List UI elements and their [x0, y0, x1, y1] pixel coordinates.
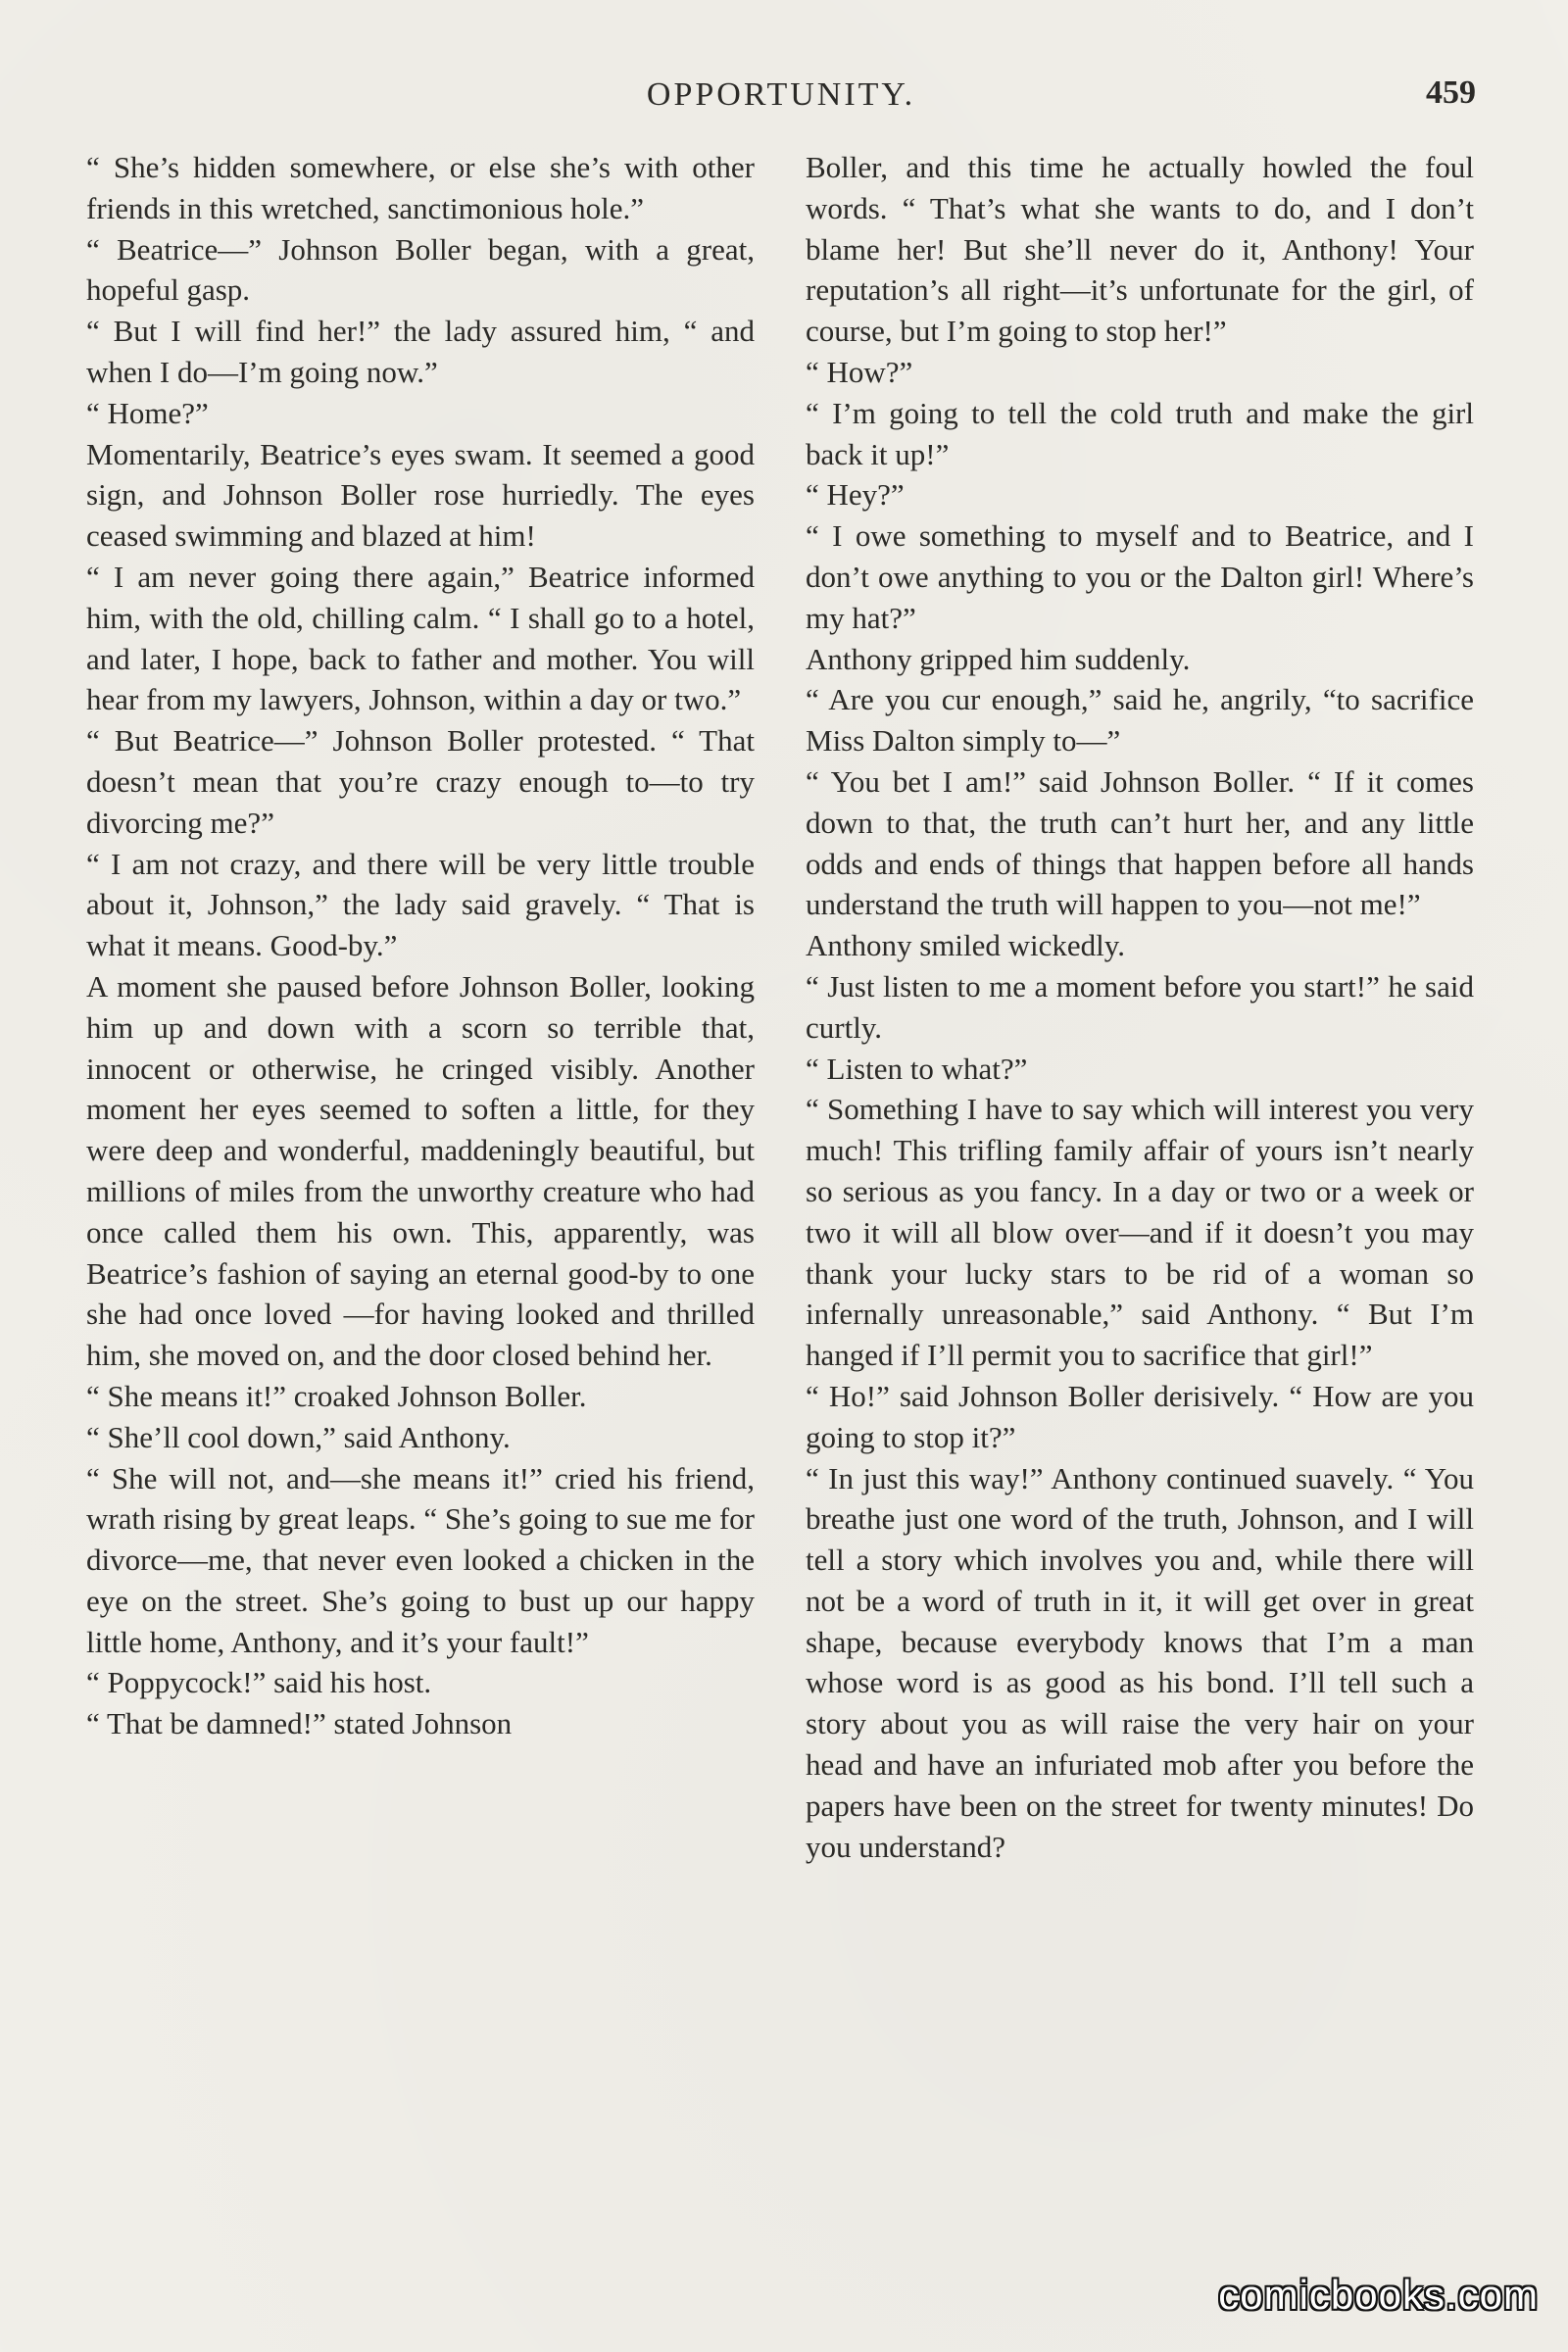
- paragraph: Anthony gripped him suddenly.: [806, 641, 1191, 676]
- site-watermark: comicbooks.com: [1218, 2272, 1539, 2318]
- paragraph: “ Just listen to me a moment before you start!” he said curtly.: [806, 968, 1474, 1045]
- paragraph: “ That be damned!” stated Johnson: [86, 1706, 513, 1741]
- paragraph: “ Home?”: [86, 395, 209, 430]
- paragraph: “ Something I have to say which will interest you very much! This trifling family affair of yours isn’t nearly so serious as you fancy. In a day or two or a week or two it will all blow over—and if it doesn’t you may thank your lucky stars to be rid of a woman so infernally unreasonable,” said Anthony. “ But I’m hanged if I’ll permit you to sacrifice that girl!”: [806, 1092, 1474, 1373]
- paragraph: “ Hey?”: [806, 477, 905, 513]
- left-column: [86, 147, 755, 1744]
- paragraph: “ But I will find her!” the lady assured him, “ and when I do—I’m going now.”: [86, 314, 755, 389]
- paragraph: Boller, and this time he actually howled the foul words. “ That’s what she wants to do, and I don’t blame her! But she’ll never do it, Anthony! Your reputation’s all right—it’s unfortunate for the girl, of course, but I’m going to stop her!”: [806, 150, 1474, 349]
- paragraph: “ Beatrice—” Johnson Boller began, with a great, hopeful gasp.: [86, 231, 755, 308]
- paragraph: “ She’ll cool down,” said Anthony.: [86, 1419, 511, 1454]
- paragraph: “ But Beatrice—” Johnson Boller protested. “ That doesn’t mean that you’re crazy enough to—to try divorcing me?”: [86, 723, 755, 840]
- paragraph: “ She will not, and—she means it!” cried his friend, wrath rising by great leaps. “ She’s going to sue me for divorce—me, that never even looked a chicken in the eye on the street. She’s going to bust up our happy little home, Anthony, and it’s your fault!”: [86, 1460, 755, 1659]
- page-header: [86, 74, 1476, 122]
- paragraph: Anthony smiled wickedly.: [806, 928, 1126, 963]
- paragraph: “ How?”: [806, 354, 913, 389]
- paragraph: “ I am not crazy, and there will be very little trouble about it, Johnson,” the lady said gravely. “ That is what it means. Good-by.”: [86, 846, 755, 963]
- paragraph: Momentarily, Beatrice’s eyes swam. It seemed a good sign, and Johnson Boller rose hurriedly. The eyes ceased swimming and blazed at him!: [86, 436, 755, 554]
- paragraph: “ You bet I am!” said Johnson Boller. “ If it comes down to that, the truth can’t hurt her, and any little odds and ends of things that happen before all hands understand the truth will happen to you—not me!”: [806, 763, 1474, 922]
- paragraph: “ Poppycock!” said his host.: [86, 1665, 432, 1700]
- page-number: 459: [1426, 74, 1476, 111]
- paragraph: “ Are you cur enough,” said he, angrily, “to sacrifice Miss Dalton simply to—”: [806, 682, 1474, 759]
- paragraph: “ I’m going to tell the cold truth and make the girl back it up!”: [806, 395, 1474, 471]
- paragraph: “ She means it!” croaked Johnson Boller.: [86, 1378, 587, 1413]
- paragraph: “ Listen to what?”: [806, 1051, 1028, 1086]
- paragraph: “ Ho!” said Johnson Boller derisively. “ How are you going to stop it?”: [806, 1378, 1474, 1454]
- paragraph: “ She’s hidden somewhere, or else she’s with other friends in this wretched, sanctimonious hole.”: [86, 150, 755, 225]
- paragraph: “ In just this way!” Anthony continued suavely. “ You breathe just one word of the truth, Johnson, and I will tell a story which involves you and, while there will not be a word of truth in it, it will get over in great shape, because everybody knows that I’m a man whose word is as good as his bond. I’ll tell such a story about you as will raise the very hair on your head and have an infuriated mob after you before the papers have been on the street for twenty minutes! Do you understand?: [806, 1460, 1474, 1864]
- paragraph: “ I am never going there again,” Beatrice informed him, with the old, chilling calm. “ I shall go to a hotel, and later, I hope, back to father and mother. You will hear from my lawyers, Johnson, within a day or two.”: [86, 559, 755, 717]
- running-title: OPPORTUNITY.: [646, 76, 916, 113]
- right-column: [806, 147, 1474, 1867]
- paragraph: “ I owe something to myself and to Beatrice, and I don’t owe anything to you or the Dalton girl! Where’s my hat?”: [806, 518, 1474, 635]
- paragraph: A moment she paused before Johnson Boller, looking him up and down with a scorn so terrible that, innocent or otherwise, he cringed visibly. Another moment her eyes seemed to soften a little, for they were deep and wonderful, maddeningly beautiful, but millions of miles from the unworthy creature who had once called them his own. This, apparently, was Beatrice’s fashion of saying an eternal good-by to one she had once loved —for having looked and thrilled him, she moved on, and the door closed behind her.: [86, 968, 755, 1373]
